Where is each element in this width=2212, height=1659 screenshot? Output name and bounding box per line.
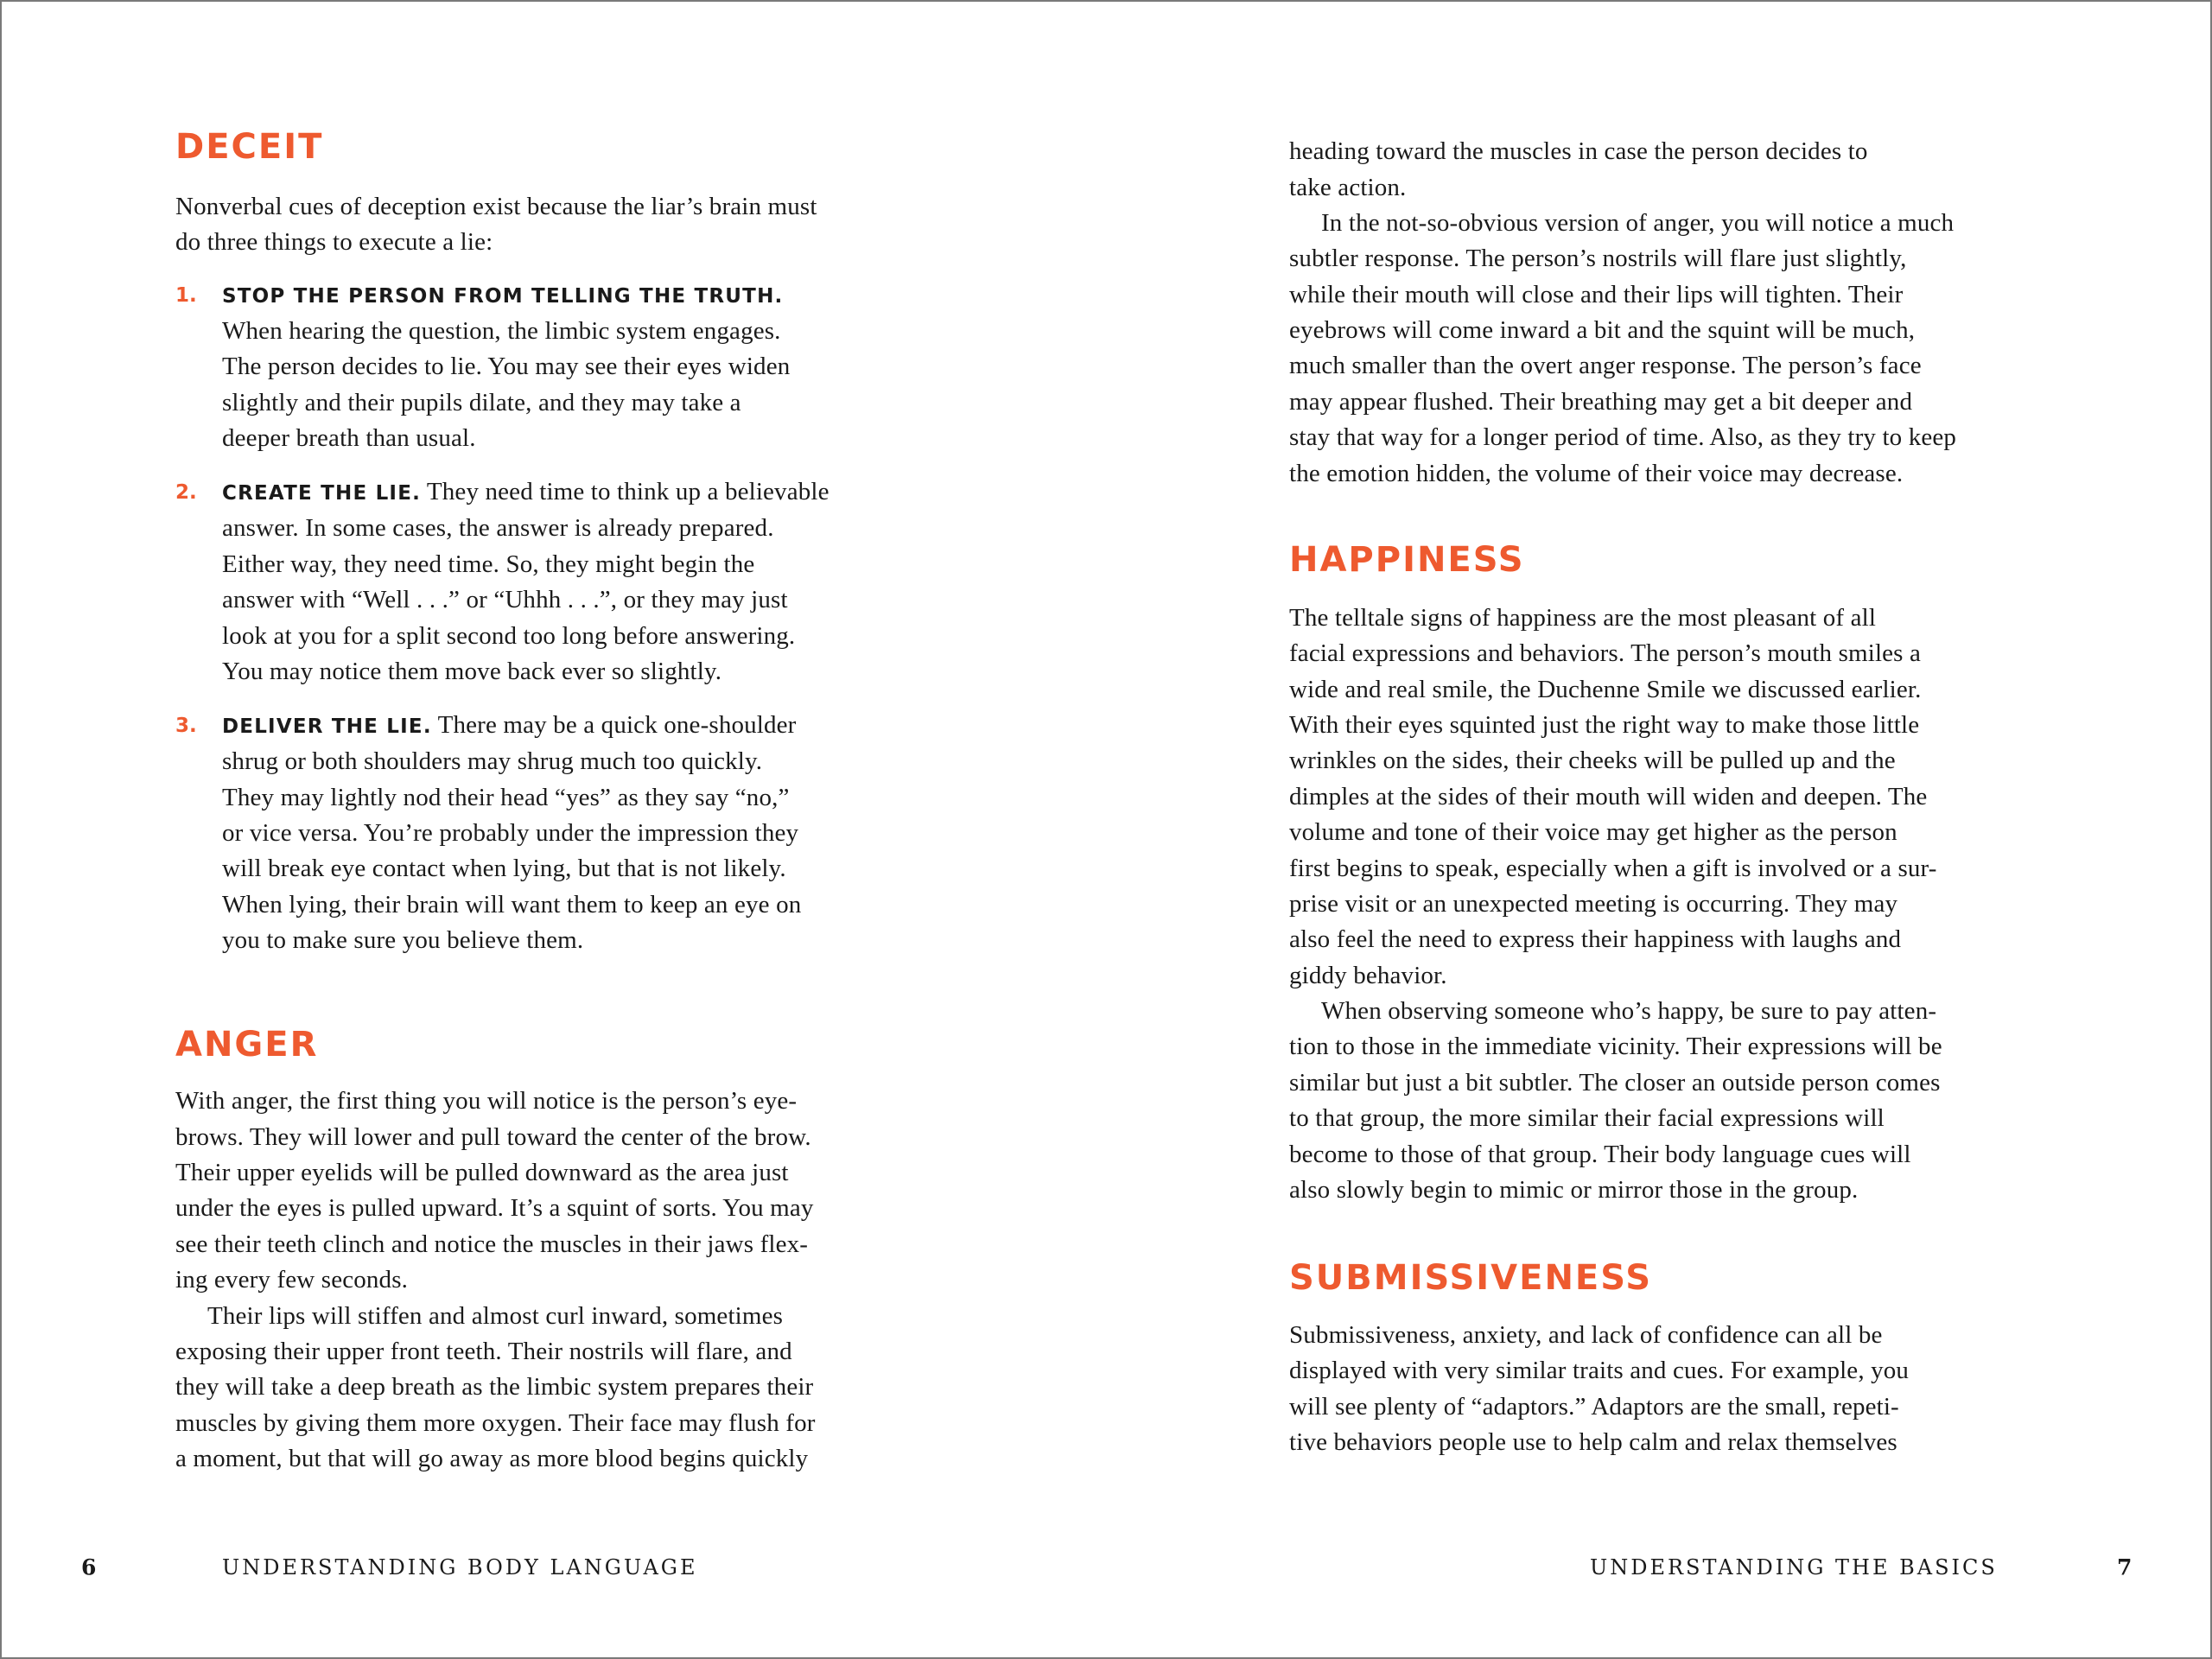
section-heading-happiness: HAPPINESS (1289, 540, 1525, 580)
paragraph-line: subtler response. The person’s nostrils will flare just slightly, (1289, 245, 1907, 272)
list-item-title: STOP THE PERSON FROM TELLING THE TRUTH. (222, 285, 784, 308)
section-heading-anger: ANGER (175, 1025, 319, 1065)
paragraph-line: ing every few seconds. (175, 1266, 409, 1294)
list-item-line: deeper breath than usual. (222, 424, 476, 452)
section-heading-submissiveness: SUBMISSIVENESS (1289, 1258, 1653, 1298)
paragraph-line: With their eyes squinted just the right way to make those little (1289, 711, 1920, 739)
paragraph-line: do three things to execute a lie: (175, 228, 493, 256)
paragraph-line: Submissiveness, anxiety, and lack of confidence can all be (1289, 1321, 1883, 1349)
list-item-first-line (222, 477, 830, 508)
paragraph-line: exposing their upper front teeth. Their nostrils will flare, and (175, 1338, 792, 1365)
paragraph-line: Their lips will stiffen and almost curl inward, sometimes (207, 1302, 784, 1330)
running-footer-left: UNDERSTANDING BODY LANGUAGE (222, 1555, 698, 1580)
running-footer-right: UNDERSTANDING THE BASICS (1590, 1555, 1998, 1580)
list-item-line: They may lightly nod their head “yes” as they say “no,” (222, 784, 790, 811)
paragraph-line: With anger, the first thing you will notice is the person’s eye- (175, 1087, 798, 1115)
list-item-line: When hearing the question, the limbic system engages. (222, 317, 781, 345)
list-item-line: answer. In some cases, the answer is already prepared. (222, 514, 774, 542)
paragraph-line: Nonverbal cues of deception exist because the liar’s brain must (175, 193, 817, 220)
list-number: 3. (175, 715, 197, 737)
list-item-first-line (222, 710, 796, 741)
list-item-text: There may be a quick one-shoulder (431, 711, 797, 739)
paragraph-line: under the eyes is pulled upward. It’s a squint of sorts. You may (175, 1194, 814, 1222)
paragraph-line: first begins to speak, especially when a gift is involved or a sur- (1289, 855, 1937, 882)
paragraph-line: dimples at the sides of their mouth will widen and deepen. The (1289, 783, 1928, 810)
paragraph-line: the emotion hidden, the volume of their voice may decrease. (1289, 460, 1904, 487)
list-item-first-line (222, 280, 783, 311)
paragraph-line: eyebrows will come inward a bit and the squint will be much, (1289, 316, 1916, 344)
list-item-line: The person decides to lie. You may see their eyes widen (222, 353, 791, 380)
paragraph-line: tive behaviors people use to help calm and relax themselves (1289, 1428, 1897, 1456)
list-item-line: answer with “Well . . .” or “Uhhh . . .”, or they may just (222, 586, 788, 613)
paragraph-line: Their upper eyelids will be pulled downward as the area just (175, 1159, 789, 1186)
paragraph-line: similar but just a bit subtler. The closer an outside person comes (1289, 1069, 1941, 1096)
page-number-right: 7 (2117, 1554, 2133, 1580)
paragraph-line: also feel the need to express their happiness with laughs and (1289, 925, 1902, 953)
list-item-line: shrug or both shoulders may shrug much too quickly. (222, 747, 763, 775)
list-item-line: will break eye contact when lying, but that is not likely. (222, 855, 786, 882)
paragraph-line: In the not-so-obvious version of anger, you will notice a much (1321, 209, 1955, 237)
paragraph-line: giddy behavior. (1289, 962, 1447, 989)
list-item-line: slightly and their pupils dilate, and they may take a (222, 389, 741, 416)
paragraph-line: a moment, but that will go away as more blood begins quickly (175, 1445, 809, 1472)
paragraph-line: brows. They will lower and pull toward the center of the brow. (175, 1123, 811, 1151)
page-number-left: 6 (81, 1554, 97, 1580)
paragraph-line: prise visit or an unexpected meeting is occurring. They may (1289, 890, 1898, 918)
paragraph-line: heading toward the muscles in case the person decides to (1289, 137, 1868, 165)
paragraph-line: they will take a deep breath as the limbic system prepares their (175, 1373, 814, 1401)
paragraph-line: wide and real smile, the Duchenne Smile we discussed earlier. (1289, 676, 1922, 703)
paragraph-line: see their teeth clinch and notice the muscles in their jaws flex- (175, 1230, 809, 1258)
paragraph-line: muscles by giving them more oxygen. Their face may flush for (175, 1409, 816, 1437)
list-item-line: Either way, they need time. So, they might begin the (222, 550, 755, 578)
paragraph-line: volume and tone of their voice may get higher as the person (1289, 818, 1897, 846)
paragraph-line: will see plenty of “adaptors.” Adaptors are the small, repeti- (1289, 1393, 1899, 1421)
list-item-line: you to make sure you believe them. (222, 926, 584, 954)
paragraph-line: displayed with very similar traits and cues. For example, you (1289, 1357, 1910, 1384)
paragraph-line: become to those of that group. Their body language cues will (1289, 1141, 1911, 1168)
paragraph-line: wrinkles on the sides, their cheeks will be pulled up and the (1289, 747, 1896, 774)
paragraph-line: When observing someone who’s happy, be sure to pay atten- (1321, 997, 1937, 1025)
list-item-title: DELIVER THE LIE. (222, 715, 432, 738)
paragraph-line: tion to those in the immediate vicinity. Their expressions will be (1289, 1033, 1942, 1060)
list-item-line: look at you for a split second too long before answering. (222, 622, 796, 650)
list-item-line: or vice versa. You’re probably under the impression they (222, 819, 799, 847)
paragraph-line: The telltale signs of happiness are the most pleasant of all (1289, 604, 1877, 632)
paragraph-line: take action. (1289, 174, 1407, 201)
list-item-title: CREATE THE LIE. (222, 482, 422, 505)
paragraph-line: stay that way for a longer period of time. Also, as they try to keep (1289, 423, 1957, 451)
paragraph-line: while their mouth will close and their lips will tighten. Their (1289, 281, 1904, 308)
paragraph-line: much smaller than the overt anger response. The person’s face (1289, 352, 1922, 379)
list-item-line: You may notice them move back ever so slightly. (222, 658, 722, 685)
list-number: 2. (175, 481, 197, 504)
section-heading-deceit: DECEIT (175, 127, 324, 167)
list-item-line: When lying, their brain will want them to keep an eye on (222, 891, 802, 918)
paragraph-line: also slowly begin to mimic or mirror those in the group. (1289, 1176, 1859, 1204)
list-number: 1. (175, 284, 197, 307)
paragraph-line: to that group, the more similar their facial expressions will (1289, 1104, 1885, 1132)
paragraph-line: facial expressions and behaviors. The person’s mouth smiles a (1289, 639, 1922, 667)
paragraph-line: may appear flushed. Their breathing may get a bit deeper and (1289, 388, 1913, 416)
list-item-text: They need time to think up a believable (421, 478, 830, 505)
